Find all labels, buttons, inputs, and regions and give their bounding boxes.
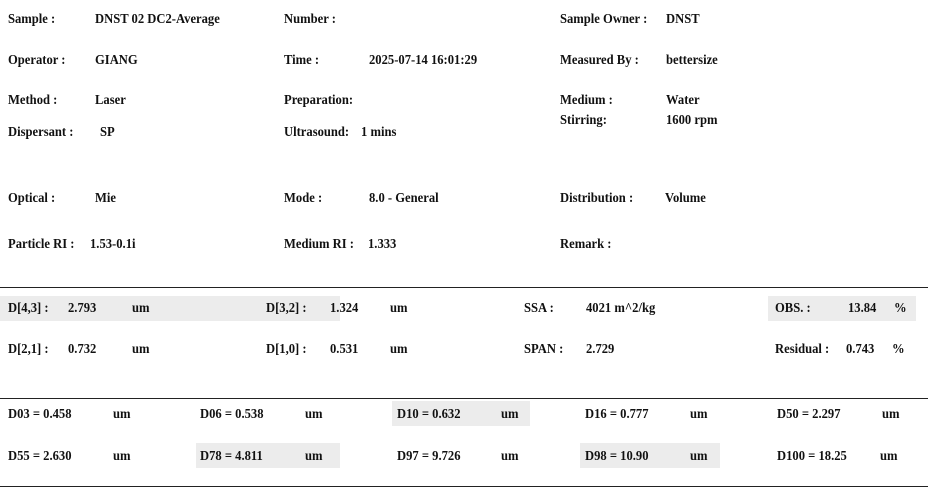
obs-unit: %: [894, 301, 907, 316]
percentile-d10-unit: um: [501, 407, 519, 422]
percentile-d03-unit: um: [113, 407, 131, 422]
divider-middle: [0, 398, 928, 399]
mode-label: Mode :: [284, 191, 323, 206]
percentile-d50-unit: um: [882, 407, 900, 422]
remark-label: Remark :: [560, 237, 612, 252]
residual-unit: %: [892, 342, 905, 357]
span-label: SPAN :: [524, 342, 564, 357]
d32-label: D[3,2] :: [266, 301, 307, 316]
percentile-d98: D98 = 10.90: [585, 449, 649, 464]
sample-value: DNST 02 DC2-Average: [95, 12, 220, 27]
percentile-d98-unit: um: [690, 449, 708, 464]
operator-label: Operator :: [8, 53, 66, 68]
percentile-d55-unit: um: [113, 449, 131, 464]
time-value: 2025-07-14 16:01:29: [369, 53, 478, 68]
d32-value: 1.324: [330, 301, 359, 316]
percentile-d10: D10 = 0.632: [397, 407, 461, 422]
residual-value: 0.743: [846, 342, 875, 357]
percentile-d16-unit: um: [690, 407, 708, 422]
residual-label: Residual :: [775, 342, 830, 357]
percentile-d78-unit: um: [305, 449, 323, 464]
dispersant-value: SP: [100, 125, 115, 140]
sample-owner-value: DNST: [666, 12, 700, 27]
percentile-d06: D06 = 0.538: [200, 407, 264, 422]
ssa-label: SSA :: [524, 301, 554, 316]
time-label: Time :: [284, 53, 320, 68]
medium-value: Water: [666, 93, 700, 108]
divider-top: [0, 287, 928, 288]
medium-label: Medium :: [560, 93, 613, 108]
d10-mean-value: 0.531: [330, 342, 359, 357]
ssa-value: 4021 m^2/kg: [586, 301, 656, 316]
dispersant-label: Dispersant :: [8, 125, 74, 140]
stirring-label: Stirring:: [560, 113, 607, 128]
ultrasound-label: Ultrasound:: [284, 125, 350, 140]
particle-ri-label: Particle RI :: [8, 237, 75, 252]
medium-ri-label: Medium RI :: [284, 237, 355, 252]
d21-unit: um: [132, 342, 150, 357]
span-value: 2.729: [586, 342, 615, 357]
number-label: Number :: [284, 12, 336, 27]
obs-value: 13.84: [848, 301, 877, 316]
method-label: Method :: [8, 93, 58, 108]
percentile-d06-unit: um: [305, 407, 323, 422]
measured-by-value: bettersize: [666, 53, 718, 68]
d43-label: D[4,3] :: [8, 301, 49, 316]
percentile-d16: D16 = 0.777: [585, 407, 649, 422]
particle-ri-value: 1.53-0.1i: [90, 237, 136, 252]
percentile-d50: D50 = 2.297: [777, 407, 841, 422]
optical-label: Optical :: [8, 191, 56, 206]
medium-ri-value: 1.333: [368, 237, 397, 252]
sample-owner-label: Sample Owner :: [560, 12, 648, 27]
percentile-d100-unit: um: [880, 449, 898, 464]
percentile-d100: D100 = 18.25: [777, 449, 847, 464]
percentile-d03: D03 = 0.458: [8, 407, 72, 422]
d10-mean-label: D[1,0] :: [266, 342, 307, 357]
distribution-label: Distribution :: [560, 191, 634, 206]
d10-mean-unit: um: [390, 342, 408, 357]
mode-value: 8.0 - General: [369, 191, 439, 206]
preparation-label: Preparation:: [284, 93, 354, 108]
percentile-d97: D97 = 9.726: [397, 449, 461, 464]
ultrasound-value: 1 mins: [361, 125, 397, 140]
measured-by-label: Measured By :: [560, 53, 639, 68]
d43-unit: um: [132, 301, 150, 316]
obs-label: OBS. :: [775, 301, 811, 316]
divider-bottom: [0, 486, 928, 487]
percentile-d97-unit: um: [501, 449, 519, 464]
d21-label: D[2,1] :: [8, 342, 49, 357]
d21-value: 0.732: [68, 342, 97, 357]
optical-value: Mie: [95, 191, 116, 206]
d43-value: 2.793: [68, 301, 97, 316]
stirring-value: 1600 rpm: [666, 113, 718, 128]
method-value: Laser: [95, 93, 126, 108]
operator-value: GIANG: [95, 53, 138, 68]
sample-label: Sample :: [8, 12, 56, 27]
percentile-d55: D55 = 2.630: [8, 449, 72, 464]
percentile-d78: D78 = 4.811: [200, 449, 263, 464]
d32-unit: um: [390, 301, 408, 316]
distribution-value: Volume: [665, 191, 706, 206]
